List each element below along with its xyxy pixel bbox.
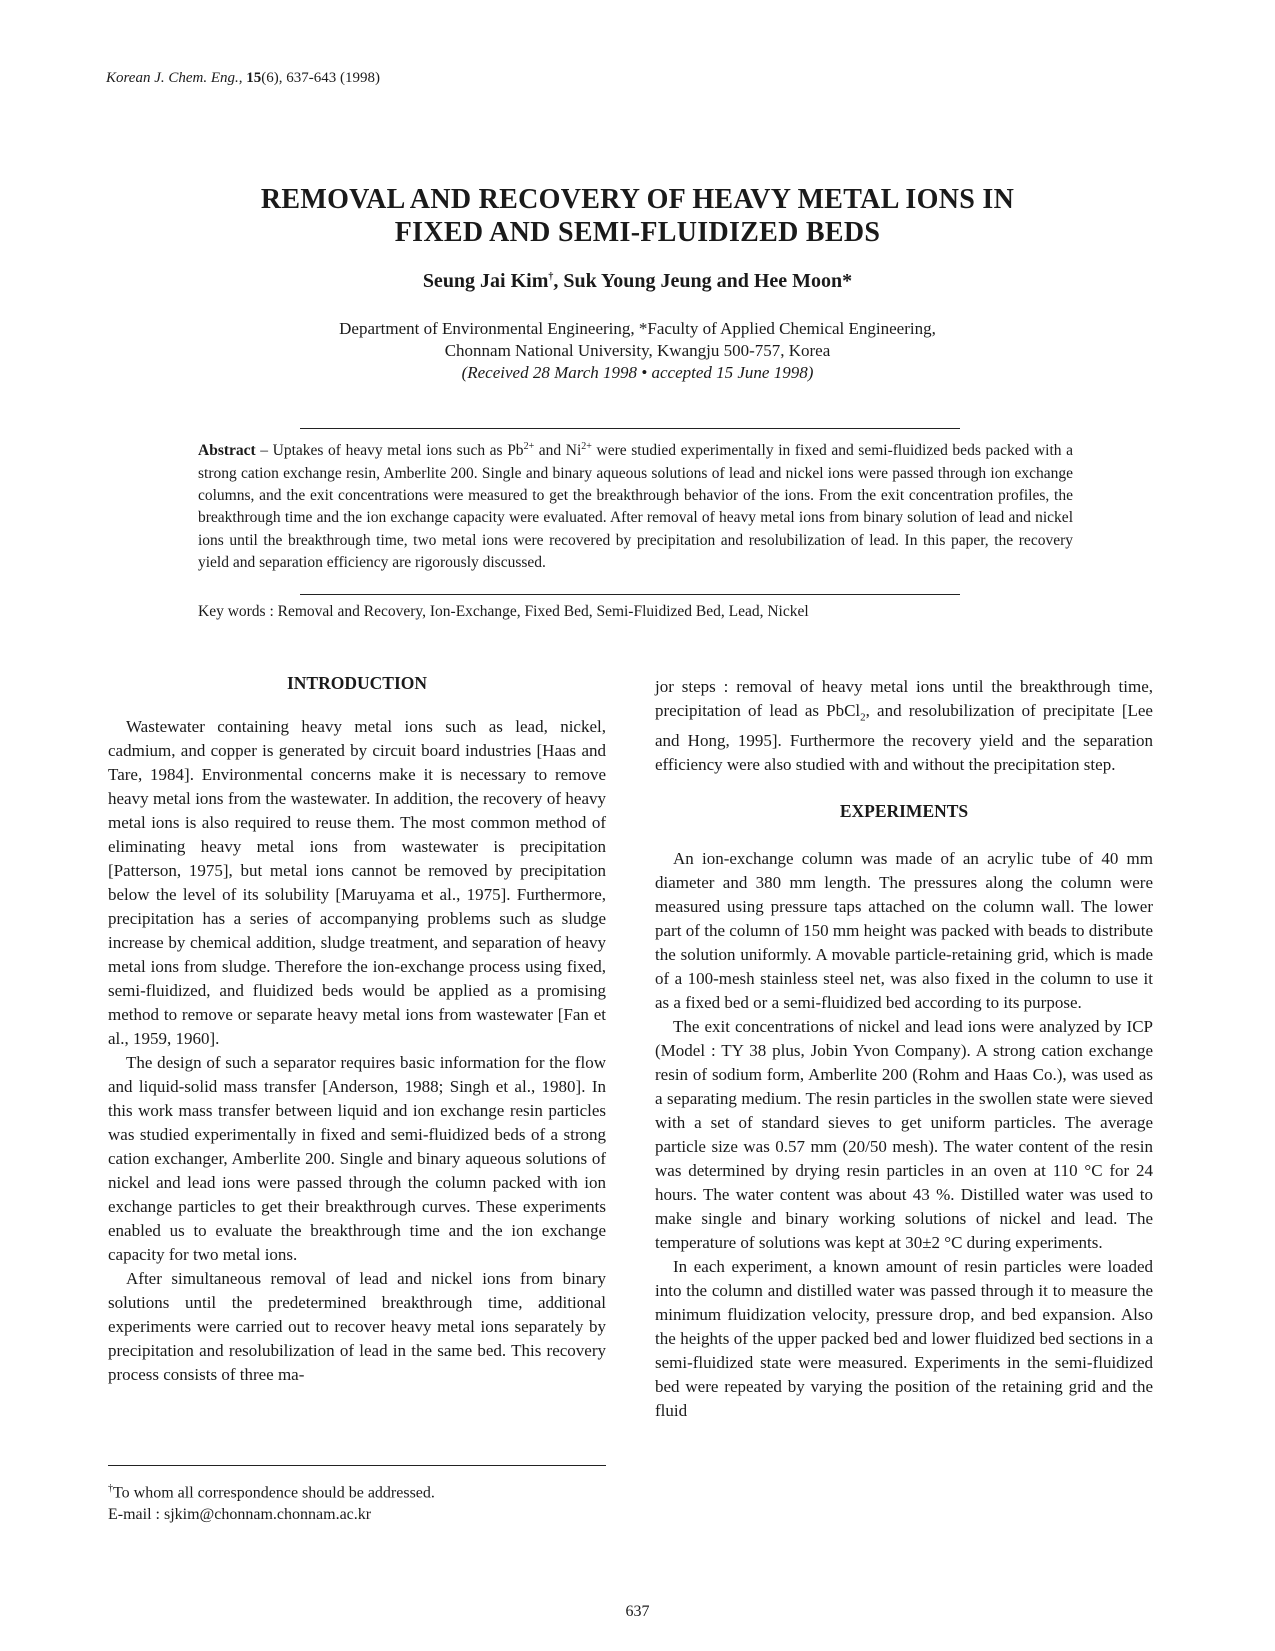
title-line-1: REMOVAL AND RECOVERY OF HEAVY METAL IONS IN (260, 184, 1015, 215)
experiments-paragraph-1: An ion-exchange column was made of an acrylic tube of 40 mm diameter and 380 mm length. The pressures along the column were measured using pressure taps attached on the column wall. The lower part of the column of 150 mm height was packed with beads to distribute the solution uniformly. A movable particle-retaining grid, which is made of a 100-mesh stainless steel net, was also fixed in the column to use it as a fixed bed or a semi-fluidized bed according to its purpose. (655, 849, 1153, 1013)
paper-title (100, 183, 1175, 249)
abstract-text-2: and Ni (534, 442, 582, 460)
journal-name: Korean J. Chem. Eng. (106, 70, 239, 86)
left-column (108, 675, 606, 1387)
right-column (655, 675, 1153, 1423)
abstract-label: Abstract (198, 442, 256, 460)
abstract-text-1: Uptakes of heavy metal ions such as Pb (272, 442, 524, 460)
author-list (100, 270, 1175, 293)
abstract-dash: – (255, 442, 273, 460)
footnote-line-1 (108, 1478, 606, 1504)
author-others: , Suk Young Jeung and Hee Moon* (553, 270, 853, 292)
ni-charge: 2+ (581, 441, 592, 452)
journal-issue-pages: (6), 637-643 (1998) (261, 70, 380, 86)
affiliation-line-2: Chonnam National University, Kwangju 500-757, Korea (444, 341, 831, 360)
author-1: Seung Jai Kim (422, 270, 549, 292)
abstract-text-3: were studied experimentally in fixed and semi-fluidized beds packed with a strong cation exchange resin, Amberlite 200. Single and binary aqueous solutions of lead and nickel ions were passed through ion exchange columns, and the exit concentrations were measured to get the breakthrough behavior of the ions. From the exit concentration profiles, the breakthrough time and the ion exchange capacity were evaluated. After removal of heavy metal ions from binary solution of lead and nickel ions until the breakthrough time, two metal ions were recovered by precipitation and resolubilization of lead. In this paper, the recovery yield and separation efficiency are rigorously discussed. (198, 442, 1073, 572)
intro-paragraph-3: After simultaneous removal of lead and nickel ions from binary solutions until the predetermined breakthrough time, additional experiments were carried out to recover heavy metal ions separately by precipitation and resolubilization of lead in the same bed. This recovery process consists of three ma- (108, 1269, 606, 1384)
experiments-heading: EXPERIMENTS (839, 801, 969, 822)
abstract-top-rule (300, 428, 960, 429)
intro-paragraph-2: The design of such a separator requires basic information for the flow and liquid-solid mass transfer [Anderson, 1988; Singh et al., 1980]. In this work mass transfer between liquid and ion exchange resin particles was studied experimentally in fixed and semi-fluidized beds of a strong cation exchanger, Amberlite 200. Single and binary aqueous solutions of nickel and lead ions were passed through the column packed with ion exchange particles to get their breakthrough curves. These experiments enabled us to evaluate the breakthrough time and the ion exchange capacity for two metal ions. (108, 1053, 606, 1264)
introduction-heading: INTRODUCTION (286, 673, 428, 693)
intro-continuation (655, 675, 1153, 777)
intro-paragraph-1: Wastewater containing heavy metal ions such as lead, nickel, cadmium, and copper is generated by circuit board industries [Haas and Tare, 1984]. Environmental concerns make it is necessary to remove heavy metal ions from the wastewater. In addition, the recovery of heavy metal ions is also required to reuse them. The most common method of eliminating heavy metal ions from wastewater is precipitation [Patterson, 1975], but metal ions cannot be removed by precipitation below the level of its solubility [Maruyama et al., 1975]. Furthermore, precipitation has a series of accompanying problems such as sludge increase by chemical addition, sludge treatment, and separation of heavy metal ions from sludge. Therefore the ion-exchange process using fixed, semi-fluidized, and fluidized beds would be applied as a promising method to remove or separate heavy metal ions from wastewater [Fan et al., 1959, 1960]. (108, 717, 606, 1048)
journal-header: Korean J. Chem. Eng., 15(6), 637-643 (1998) (106, 70, 380, 86)
footnote-text: To whom all correspondence should be addressed. (113, 1484, 435, 1502)
affiliation (100, 318, 1175, 384)
abstract-bottom-rule (300, 594, 960, 595)
journal-volume: 15 (246, 70, 262, 86)
footnote-mark: † (108, 1483, 113, 1494)
footnote-rule (108, 1465, 606, 1466)
pb-charge: 2+ (523, 441, 535, 452)
abstract (198, 436, 1073, 575)
title-line-2: FIXED AND SEMI-FLUIDIZED BEDS (394, 217, 881, 248)
page-number: 637 (625, 1603, 650, 1620)
received-dates: (Received 28 March 1998 • accepted 15 June 1998) (461, 363, 814, 382)
footnote-email: E-mail : sjkim@chonnam.chonnam.ac.kr (108, 1506, 372, 1524)
intro-continuation-b: , and resolubilization of precipitate [Lee and Hong, 1995]. Furthermore the recovery yield and the separation efficiency were also studied with and without the precipitation step. (655, 701, 1153, 775)
experiments-paragraph-3: In each experiment, a known amount of resin particles were loaded into the column and distilled water was passed through it to measure the minimum fluidization velocity, pressure drop, and bed expansion. Also the heights of the upper packed bed and lower fluidized bed sections in a semi-fluidized state were measured. Experiments in the semi-fluidized bed were repeated by varying the position of the retaining grid and the fluid (655, 1257, 1153, 1421)
affiliation-line-1: Department of Environmental Engineering, *Faculty of Applied Chemical Engineering, (339, 319, 936, 338)
corresponding-mark: † (548, 271, 554, 283)
footnote (108, 1478, 606, 1526)
keywords: Key words : Removal and Recovery, Ion-Exchange, Fixed Bed, Semi-Fluidized Bed, Lead, Nickel (198, 603, 809, 620)
intro-continuation-a: jor steps : removal of heavy metal ions until the breakthrough time, precipitation of lead as PbCl (655, 677, 1153, 720)
pbcl-subscript: 2 (860, 711, 866, 724)
experiments-paragraph-2: The exit concentrations of nickel and lead ions were analyzed by ICP (Model : TY 38 plus, Jobin Yvon Company). A strong cation exchange resin of sodium form, Amberlite 200 (Rohm and Haas Co.), was used as a separating medium. The resin particles in the swollen state were sieved with a set of standard sieves to get uniform particles. The average particle size was 0.57 mm (20/50 mesh). The water content of the resin was determined by drying resin particles in an oven at 110 °C for 24 hours. The water content was about 43 %. Distilled water was used to make single and binary working solutions of nickel and lead. The temperature of solutions was kept at 30±2 °C during experiments. (655, 1017, 1153, 1253)
